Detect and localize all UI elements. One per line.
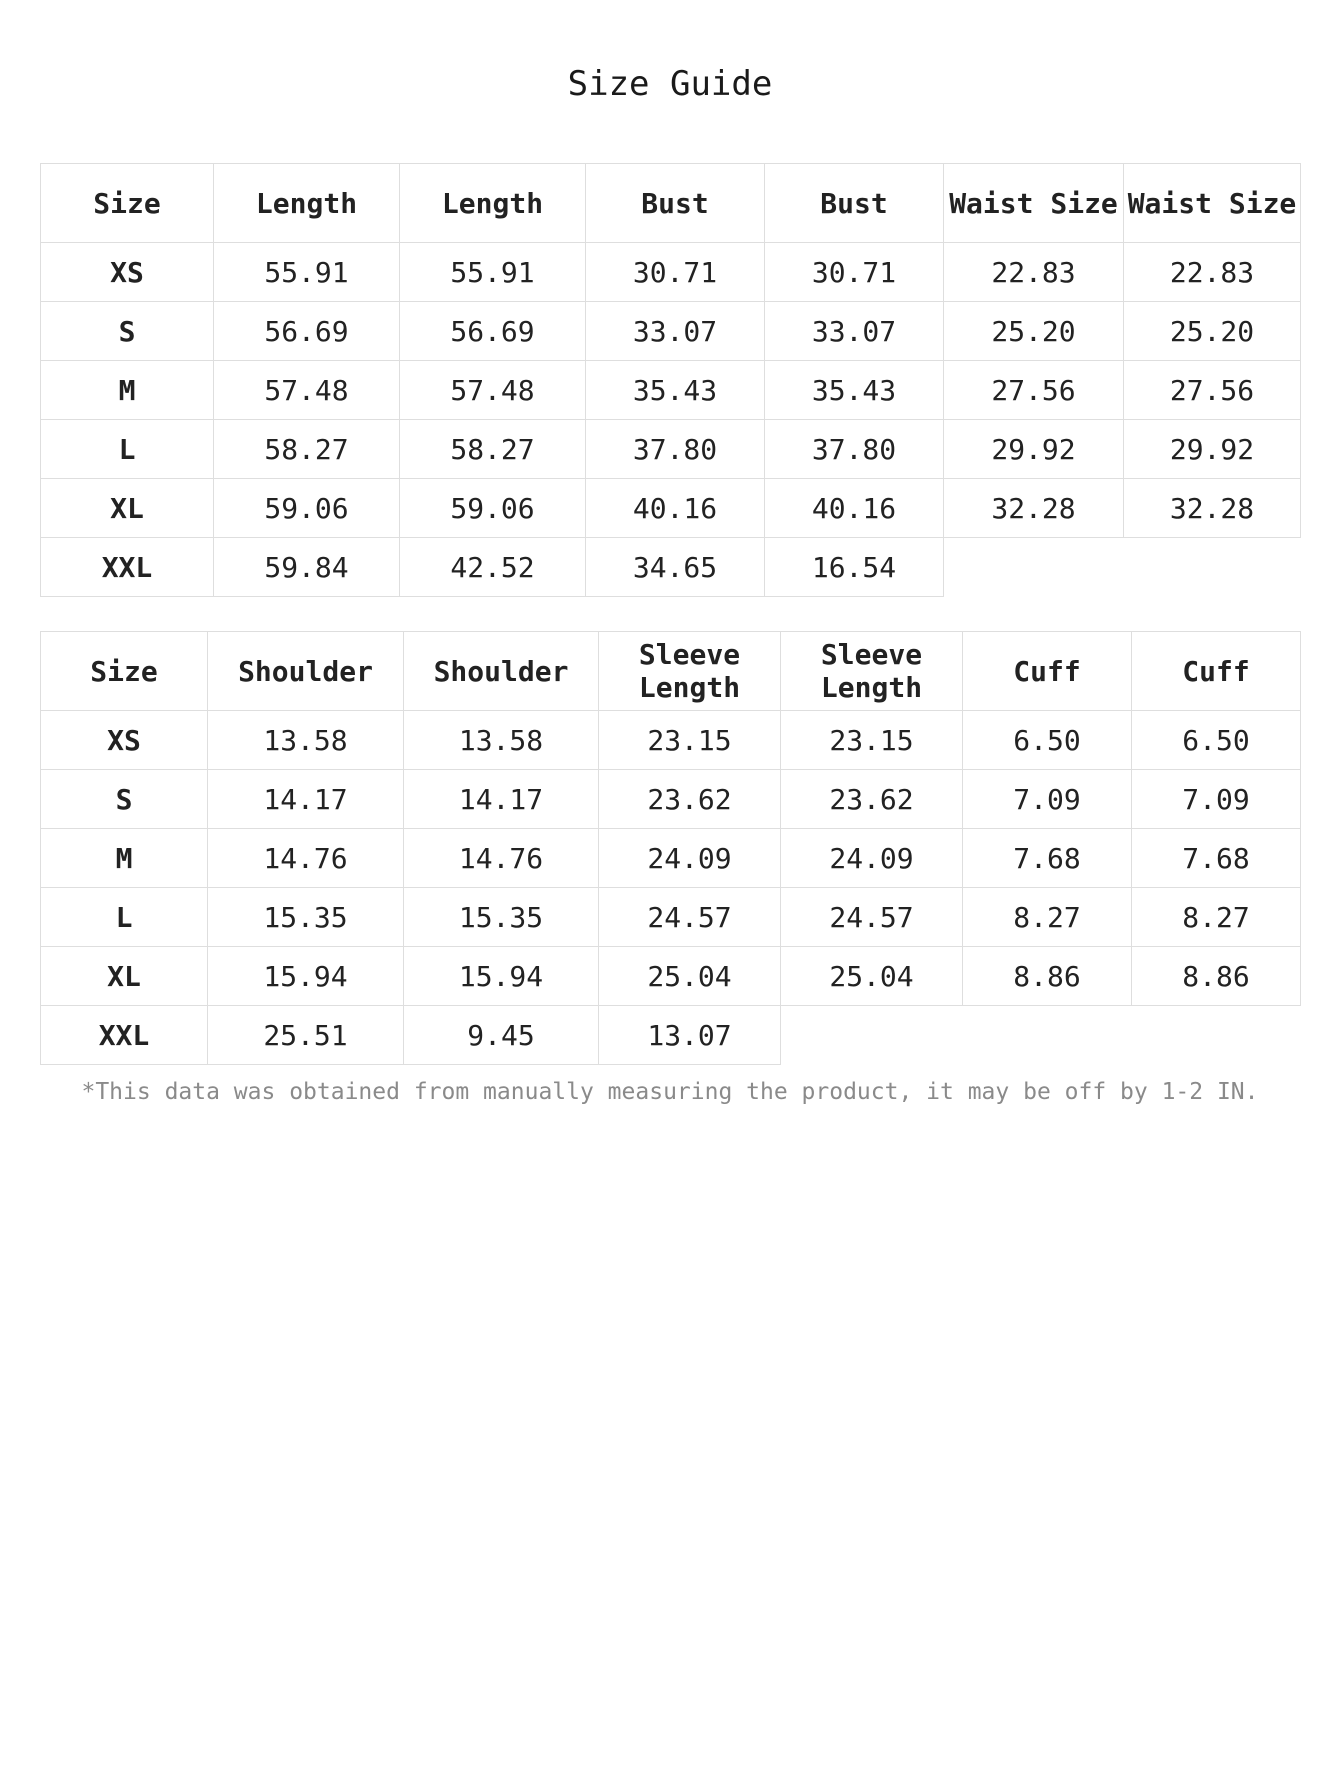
table-cell: 6.50 (963, 711, 1132, 770)
table-cell: 24.09 (781, 829, 963, 888)
table-cell: 27.56 (944, 361, 1124, 420)
table-row (41, 538, 1301, 597)
table-row (41, 302, 1301, 361)
table-row (41, 829, 1301, 888)
row-size-label: XL (41, 947, 208, 1006)
table-cell: 40.16 (586, 479, 765, 538)
empty-cell (1124, 538, 1301, 597)
size-table-1 (40, 163, 1301, 597)
table-cell: 16.54 (765, 538, 944, 597)
table-header-row (41, 164, 1301, 243)
table-cell: 58.27 (214, 420, 400, 479)
table-cell: 8.86 (963, 947, 1132, 1006)
row-size-label: M (41, 829, 208, 888)
table-cell: 13.07 (599, 1006, 781, 1065)
empty-cell (963, 1006, 1132, 1065)
header-length: Length (214, 164, 400, 243)
table-cell: 55.91 (214, 243, 400, 302)
measurement-footnote: *This data was obtained from manually measuring the product, it may be off by 1-2 IN. (81, 1079, 1259, 1105)
table-cell: 30.71 (765, 243, 944, 302)
table-cell: 40.16 (765, 479, 944, 538)
empty-cell (944, 538, 1124, 597)
header-sleeve-length: Sleeve Length (781, 632, 963, 711)
table-cell: 15.94 (404, 947, 599, 1006)
table-cell: 23.62 (599, 770, 781, 829)
header-size: Size (41, 632, 208, 711)
table-cell: 22.83 (944, 243, 1124, 302)
table-cell: 29.92 (1124, 420, 1301, 479)
table-cell: 42.52 (400, 538, 586, 597)
row-size-label: S (41, 770, 208, 829)
header-shoulder: Shoulder (404, 632, 599, 711)
table-cell: 13.58 (208, 711, 404, 770)
table-cell: 25.04 (781, 947, 963, 1006)
table-cell: 7.68 (1132, 829, 1301, 888)
table-cell: 8.27 (1132, 888, 1301, 947)
table-cell: 9.45 (404, 1006, 599, 1065)
table-cell: 33.07 (765, 302, 944, 361)
table-cell: 15.35 (404, 888, 599, 947)
row-size-label: L (41, 420, 214, 479)
table-cell: 56.69 (400, 302, 586, 361)
header-sleeve-length: Sleeve Length (599, 632, 781, 711)
table-cell: 37.80 (586, 420, 765, 479)
table-cell: 7.09 (963, 770, 1132, 829)
table-cell: 7.09 (1132, 770, 1301, 829)
table-row (41, 479, 1301, 538)
table-cell: 8.27 (963, 888, 1132, 947)
table-cell: 23.62 (781, 770, 963, 829)
table-cell: 33.07 (586, 302, 765, 361)
table-cell: 30.71 (586, 243, 765, 302)
table-cell: 35.43 (586, 361, 765, 420)
table-cell: 23.15 (781, 711, 963, 770)
row-size-label: M (41, 361, 214, 420)
table-cell: 35.43 (765, 361, 944, 420)
table-cell: 6.50 (1132, 711, 1301, 770)
table-row (41, 711, 1301, 770)
table-cell: 14.17 (208, 770, 404, 829)
table-cell: 37.80 (765, 420, 944, 479)
table-cell: 13.58 (404, 711, 599, 770)
header-waist-size: Waist Size (944, 164, 1124, 243)
table-cell: 14.17 (404, 770, 599, 829)
table-row (41, 947, 1301, 1006)
table-header-row (41, 632, 1301, 711)
table-cell: 59.84 (214, 538, 400, 597)
table-row (41, 770, 1301, 829)
header-cuff: Cuff (1132, 632, 1301, 711)
header-length: Length (400, 164, 586, 243)
table-cell: 59.06 (214, 479, 400, 538)
header-size: Size (41, 164, 214, 243)
table-cell: 56.69 (214, 302, 400, 361)
header-cuff: Cuff (963, 632, 1132, 711)
table-cell: 24.57 (781, 888, 963, 947)
header-bust: Bust (586, 164, 765, 243)
row-size-label: XS (41, 243, 214, 302)
table-cell: 14.76 (208, 829, 404, 888)
table-cell: 14.76 (404, 829, 599, 888)
table-cell: 57.48 (214, 361, 400, 420)
table-cell: 8.86 (1132, 947, 1301, 1006)
empty-cell (781, 1006, 963, 1065)
row-size-label: XL (41, 479, 214, 538)
table-cell: 59.06 (400, 479, 586, 538)
table-cell: 15.35 (208, 888, 404, 947)
table-row (41, 888, 1301, 947)
empty-cell (1132, 1006, 1301, 1065)
header-bust: Bust (765, 164, 944, 243)
header-waist-size: Waist Size (1124, 164, 1301, 243)
table-row (41, 1006, 1301, 1065)
row-size-label: S (41, 302, 214, 361)
table-cell: 29.92 (944, 420, 1124, 479)
table-cell: 34.65 (586, 538, 765, 597)
row-size-label: XS (41, 711, 208, 770)
table-cell: 25.51 (208, 1006, 404, 1065)
header-shoulder: Shoulder (208, 632, 404, 711)
table-cell: 32.28 (1124, 479, 1301, 538)
table-cell: 23.15 (599, 711, 781, 770)
table-row (41, 420, 1301, 479)
size-table-2 (40, 631, 1301, 1065)
table-cell: 24.09 (599, 829, 781, 888)
table-cell: 25.04 (599, 947, 781, 1006)
table-cell: 25.20 (1124, 302, 1301, 361)
row-size-label: XXL (41, 538, 214, 597)
table-cell: 24.57 (599, 888, 781, 947)
row-size-label: L (41, 888, 208, 947)
page-title: Size Guide (567, 64, 773, 104)
table-cell: 7.68 (963, 829, 1132, 888)
table-cell: 58.27 (400, 420, 586, 479)
table-cell: 57.48 (400, 361, 586, 420)
table-row (41, 361, 1301, 420)
table-cell: 22.83 (1124, 243, 1301, 302)
table-cell: 55.91 (400, 243, 586, 302)
table-cell: 32.28 (944, 479, 1124, 538)
table-cell: 27.56 (1124, 361, 1301, 420)
row-size-label: XXL (41, 1006, 208, 1065)
table-row (41, 243, 1301, 302)
table-cell: 25.20 (944, 302, 1124, 361)
table-cell: 15.94 (208, 947, 404, 1006)
